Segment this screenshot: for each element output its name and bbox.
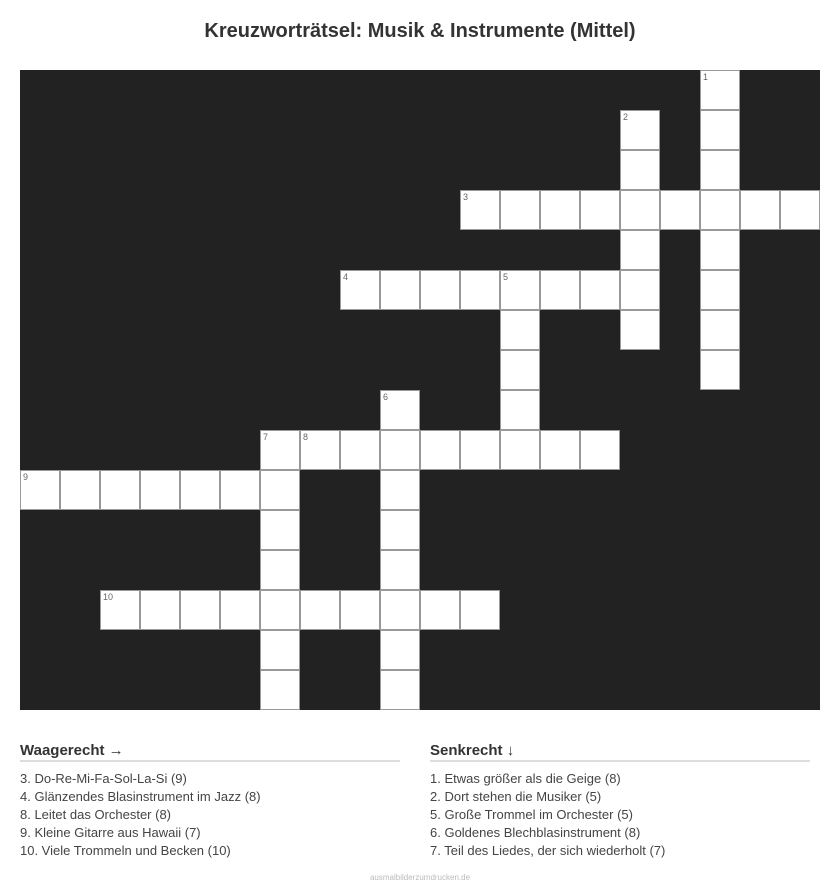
crossword-cell[interactable]: [700, 270, 740, 310]
clue-number: 3: [463, 192, 469, 202]
crossword-cell[interactable]: [700, 110, 740, 150]
down-clue: 2. Dort stehen die Musiker (5): [430, 789, 602, 804]
crossword-cell[interactable]: [300, 590, 340, 630]
crossword-cell[interactable]: [260, 510, 300, 550]
crossword-cell[interactable]: [380, 630, 420, 670]
down-heading: Senkrecht ↓: [430, 742, 810, 762]
crossword-cell[interactable]: [420, 590, 460, 630]
crossword-cell[interactable]: [500, 350, 540, 390]
down-clue: 6. Goldenes Blechblasinstrument (8): [430, 825, 641, 840]
crossword-cell[interactable]: [380, 390, 420, 430]
crossword-cell[interactable]: [180, 470, 220, 510]
crossword-cell[interactable]: [620, 110, 660, 150]
across-heading: Waagerecht →: [20, 742, 400, 762]
crossword-cell[interactable]: [140, 590, 180, 630]
crossword-cell[interactable]: [700, 70, 740, 110]
crossword-cell[interactable]: [380, 670, 420, 710]
crossword-cell[interactable]: [140, 470, 180, 510]
down-clue-list: [430, 770, 810, 860]
clue-number: 10: [103, 592, 114, 602]
crossword-cell[interactable]: [700, 230, 740, 270]
across-clue-list: [20, 770, 400, 860]
crossword-cell[interactable]: [100, 470, 140, 510]
crossword-cell[interactable]: [580, 270, 620, 310]
crossword-cell[interactable]: [620, 270, 660, 310]
footer-credit: ausmalbilderzumdrucken.de: [369, 873, 471, 882]
crossword-cell[interactable]: [580, 430, 620, 470]
crossword-cell[interactable]: [380, 590, 420, 630]
page-title: Kreuzworträtsel: Musik & Instrumente (Mittel): [204, 20, 636, 42]
crossword-cell[interactable]: [500, 310, 540, 350]
crossword-cell[interactable]: [700, 350, 740, 390]
clue-number: 2: [623, 112, 629, 122]
crossword-cell[interactable]: [60, 470, 100, 510]
crossword-cell[interactable]: [20, 470, 60, 510]
across-clue: 3. Do-Re-Mi-Fa-Sol-La-Si (9): [20, 771, 187, 786]
crossword-cell[interactable]: [540, 270, 580, 310]
down-clue: 7. Teil des Liedes, der sich wiederholt (7): [430, 843, 666, 858]
crossword-cell[interactable]: [380, 550, 420, 590]
crossword-cell[interactable]: [700, 150, 740, 190]
crossword-cell[interactable]: [340, 590, 380, 630]
clue-number: 4: [343, 272, 349, 282]
crossword-cell[interactable]: [620, 230, 660, 270]
across-clue: 8. Leitet das Orchester (8): [20, 807, 172, 822]
crossword-cell[interactable]: [100, 590, 140, 630]
crossword-cell[interactable]: [380, 270, 420, 310]
crossword-cell[interactable]: [460, 190, 500, 230]
crossword-cell[interactable]: [380, 510, 420, 550]
crossword-cell[interactable]: [700, 190, 740, 230]
crossword-cell[interactable]: [420, 430, 460, 470]
crossword-cell[interactable]: [260, 670, 300, 710]
clue-number: 5: [503, 272, 509, 282]
crossword-cell[interactable]: [380, 470, 420, 510]
crossword-cell[interactable]: [580, 190, 620, 230]
clue-number: 8: [303, 432, 309, 442]
clue-number: 6: [383, 392, 389, 402]
crossword-cell[interactable]: [500, 190, 540, 230]
across-clue: 10. Viele Trommeln und Becken (10): [20, 843, 231, 858]
crossword-cell[interactable]: [380, 430, 420, 470]
clue-number: 9: [23, 472, 29, 482]
down-clues: [430, 742, 810, 860]
crossword-grid: [20, 70, 820, 710]
down-clue: 1. Etwas größer als die Geige (8): [430, 771, 621, 786]
crossword-cell[interactable]: [180, 590, 220, 630]
crossword-cell[interactable]: [260, 430, 300, 470]
crossword-cell[interactable]: [780, 190, 820, 230]
crossword-cell[interactable]: [460, 430, 500, 470]
crossword-cell[interactable]: [420, 270, 460, 310]
crossword-cell[interactable]: [740, 190, 780, 230]
crossword-cell[interactable]: [260, 470, 300, 510]
crossword-cell[interactable]: [460, 270, 500, 310]
crossword-cell[interactable]: [260, 630, 300, 670]
crossword-cell[interactable]: [220, 590, 260, 630]
across-clue: 4. Glänzendes Blasinstrument im Jazz (8): [20, 789, 261, 804]
crossword-cell[interactable]: [260, 550, 300, 590]
crossword-cell[interactable]: [660, 190, 700, 230]
crossword-cell[interactable]: [460, 590, 500, 630]
crossword-cell[interactable]: [540, 430, 580, 470]
down-clue: 5. Große Trommel im Orchester (5): [430, 807, 633, 822]
across-clues: [20, 742, 400, 860]
crossword-cell[interactable]: [620, 190, 660, 230]
crossword-cell[interactable]: [500, 390, 540, 430]
crossword-cell[interactable]: [500, 430, 540, 470]
crossword-cell[interactable]: [620, 310, 660, 350]
crossword-cell[interactable]: [540, 190, 580, 230]
crossword-cell[interactable]: [340, 430, 380, 470]
crossword-cell[interactable]: [700, 310, 740, 350]
crossword-cell[interactable]: [260, 590, 300, 630]
crossword-cell[interactable]: [300, 430, 340, 470]
crossword-cell[interactable]: [340, 270, 380, 310]
across-clue: 9. Kleine Gitarre aus Hawaii (7): [20, 825, 201, 840]
clue-number: 7: [263, 432, 269, 442]
crossword-cell[interactable]: [220, 470, 260, 510]
crossword-cell[interactable]: [500, 270, 540, 310]
clue-number: 1: [703, 72, 709, 82]
crossword-cell[interactable]: [620, 150, 660, 190]
